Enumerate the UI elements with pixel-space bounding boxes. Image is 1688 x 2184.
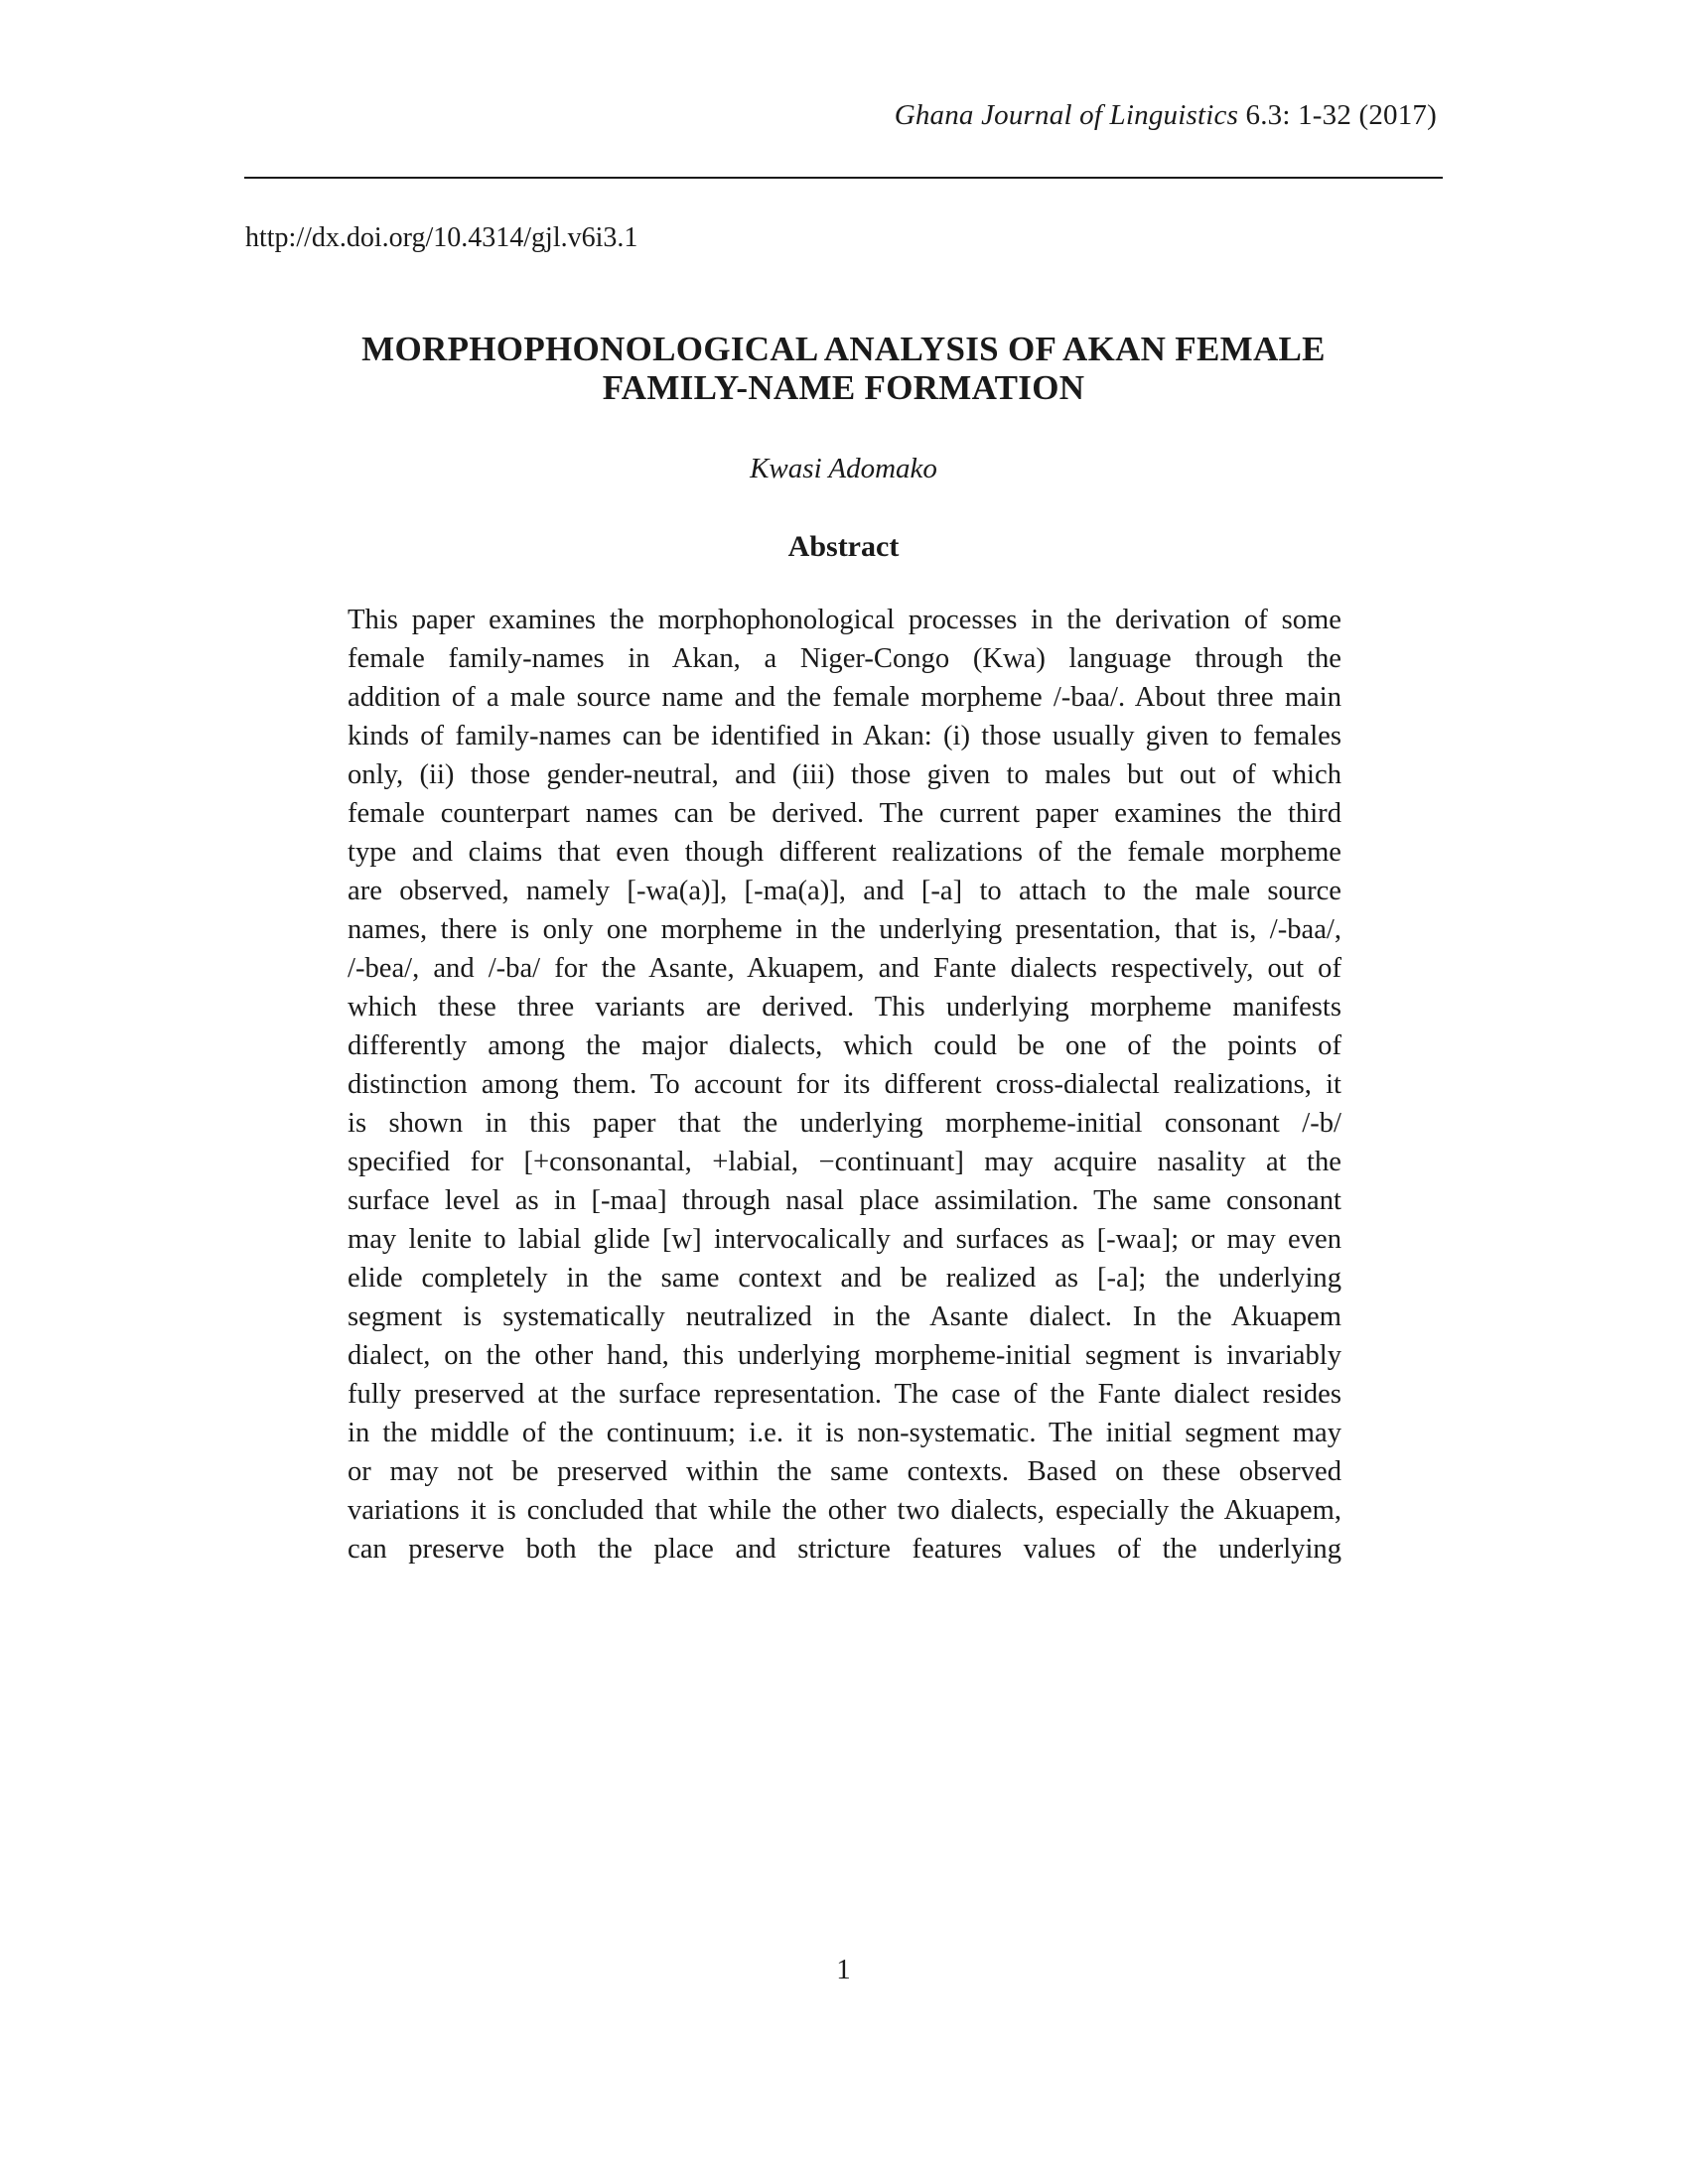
abstract-line: may lenite to labial glide [w] intervocalically and surfaces as [-waa]; or may even: [348, 1224, 1341, 1255]
header-divider: [244, 177, 1443, 179]
doi-link[interactable]: http://dx.doi.org/10.4314/gjl.v6i3.1: [245, 222, 638, 253]
abstract-line: elide completely in the same context and be realized as [-a]; the underlying: [348, 1263, 1341, 1294]
abstract-line: differently among the major dialects, which could be one of the points of: [348, 1030, 1341, 1061]
abstract-line: segment is systematically neutralized in the Asante dialect. In the Akuapem: [348, 1301, 1341, 1332]
author-name: Kwasi Adomako: [750, 453, 937, 484]
abstract-line: only, (ii) those gender-neutral, and (iii) those given to males but out of which: [348, 759, 1341, 790]
abstract-line: female family-names in Akan, a Niger-Congo (Kwa) language through the: [348, 643, 1341, 674]
abstract-body: [348, 601, 1341, 1569]
abstract-line: in the middle of the continuum; i.e. it is non-systematic. The initial segment may: [348, 1418, 1341, 1448]
abstract-line: are observed, namely [-wa(a)], [-ma(a)], and [-a] to attach to the male source: [348, 876, 1341, 906]
page-number: 1: [836, 1954, 851, 1985]
journal-name: Ghana Journal of Linguistics: [894, 99, 1239, 131]
abstract-line: specified for [+consonantal, +labial, −continuant] may acquire nasality at the: [348, 1147, 1341, 1177]
paper-title: [244, 330, 1443, 407]
abstract-line: fully preserved at the surface representation. The case of the Fante dialect resides: [348, 1379, 1341, 1410]
abstract-line: This paper examines the morphophonological processes in the derivation of some: [348, 605, 1341, 635]
abstract-line: which these three variants are derived. This underlying morpheme manifests: [348, 992, 1341, 1023]
abstract-line: distinction among them. To account for its different cross-dialectal realizations, it: [348, 1069, 1341, 1100]
running-header: [895, 99, 1437, 132]
abstract-line: dialect, on the other hand, this underlying morpheme-initial segment is invariably: [348, 1340, 1341, 1371]
abstract-line: type and claims that even though different realizations of the female morpheme: [348, 837, 1341, 868]
abstract-line: kinds of family-names can be identified in Akan: (i) those usually given to females: [348, 721, 1341, 751]
abstract-line: female counterpart names can be derived. The current paper examines the third: [348, 798, 1341, 829]
abstract-line: variations it is concluded that while the other two dialects, especially the Akuapem,: [348, 1495, 1341, 1526]
abstract-line: addition of a male source name and the female morpheme /-baa/. About three main: [348, 682, 1341, 713]
abstract-line: can preserve both the place and stricture features values of the underlying: [348, 1534, 1341, 1565]
abstract-heading: Abstract: [787, 530, 900, 563]
journal-issue: 6.3: 1-32 (2017): [1245, 99, 1437, 131]
abstract-line: /-bea/, and /-ba/ for the Asante, Akuapem, and Fante dialects respectively, out of: [348, 953, 1341, 984]
abstract-line: or may not be preserved within the same contexts. Based on these observed: [348, 1456, 1341, 1487]
paper-title-line-1: MORPHOPHONOLOGICAL ANALYSIS OF AKAN FEMALE: [361, 330, 1326, 368]
abstract-line: is shown in this paper that the underlying morpheme-initial consonant /-b/: [348, 1108, 1341, 1139]
abstract-line: names, there is only one morpheme in the underlying presentation, that is, /-baa/,: [348, 914, 1341, 945]
paper-title-line-2: FAMILY-NAME FORMATION: [602, 368, 1085, 407]
abstract-line: surface level as in [-maa] through nasal place assimilation. The same consonant: [348, 1185, 1341, 1216]
